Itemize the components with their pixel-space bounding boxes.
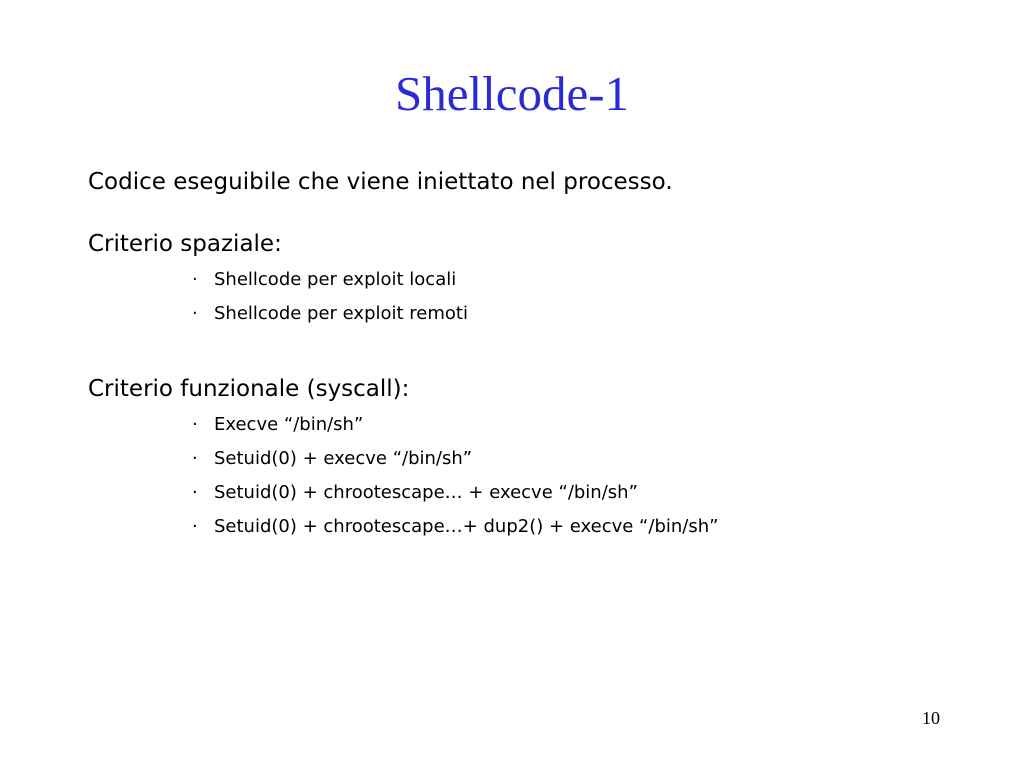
section-heading-spatial: Criterio spaziale: [88, 231, 282, 257]
bullet-dot-icon: · [192, 448, 198, 469]
bullet-dot-icon: · [192, 516, 198, 537]
intro-text: Codice eseguibile che viene iniettato nel processo. [88, 169, 673, 195]
bullet-text: Setuid(0) + chrootescape… + execve “/bin/sh” [214, 482, 638, 503]
bullet-dot-icon: · [192, 414, 198, 435]
bullet-text: Setuid(0) + chrootescape…+ dup2() + execve “/bin/sh” [214, 516, 719, 537]
bullet-text: Setuid(0) + execve “/bin/sh” [214, 448, 473, 469]
bullet-dot-icon: · [192, 269, 198, 290]
section-heading-functional: Criterio funzionale (syscall): [88, 376, 410, 402]
bullet-dot-icon: · [192, 303, 198, 324]
page-number: 10 [922, 708, 940, 728]
bullet-text: Shellcode per exploit remoti [214, 303, 468, 324]
bullet-dot-icon: · [192, 482, 198, 503]
bullet-text: Execve “/bin/sh” [214, 414, 364, 435]
bullet-text: Shellcode per exploit locali [214, 269, 457, 290]
slide-title: Shellcode-1 [394, 66, 630, 121]
